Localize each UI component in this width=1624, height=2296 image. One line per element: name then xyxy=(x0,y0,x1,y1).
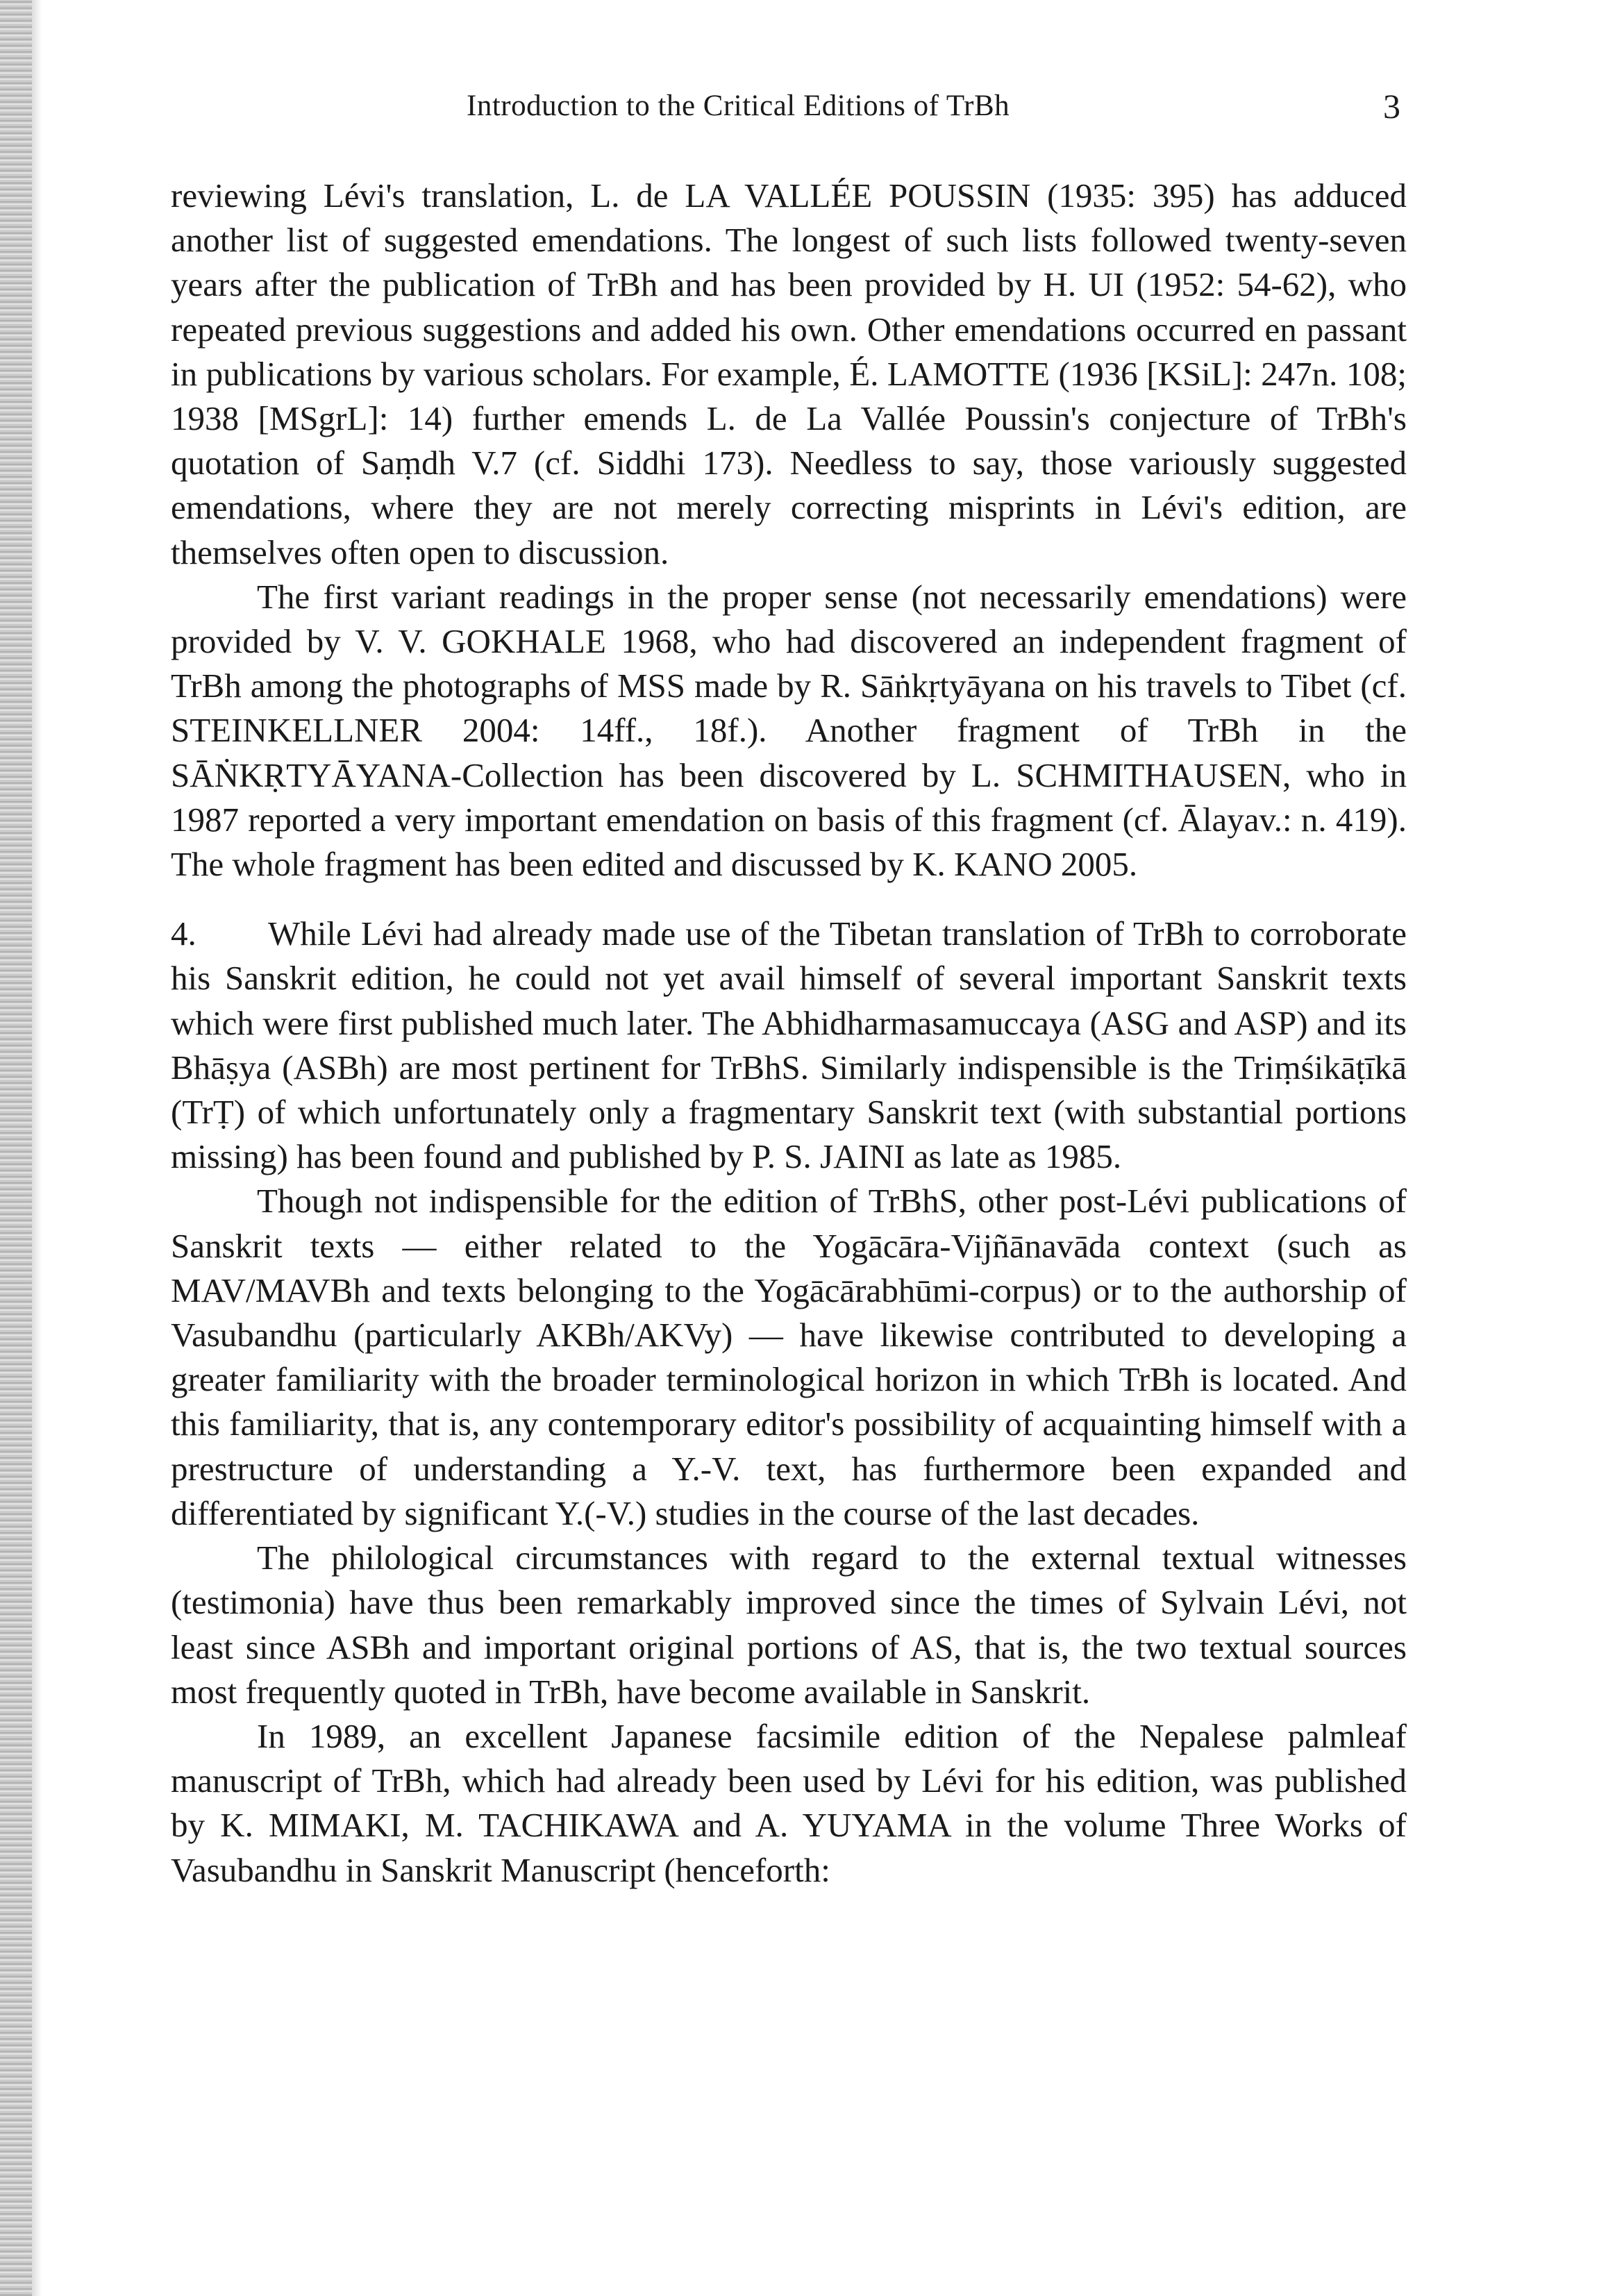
running-head-title: Introduction to the Critical Editions of TrBh xyxy=(467,90,1010,122)
paragraph-section-4 xyxy=(171,912,1407,1179)
section-number: 4. xyxy=(171,914,196,953)
paragraph-text: Though not indispensible for the edition of TrBhS, other post-Lévi publications of Sanskrit texts — either related to the Yogācāra-Vijñānavāda context (such as MAV/MAVBh and texts belonging to the Yogācārabhūmi-corpus) or to the authorship of Vasubandhu (particularly AKBh/AKVy) — have likewise contributed to developing a greater familiarity with the broader terminological horizon in which TrBh is located. And this familiarity, that is, any contemporary editor's possibility of acquainting himself with a prestructure of understanding a Y.-V. text, has furthermore been expanded and differentiated by significant Y.(-V.) studies in the course of the last decades. xyxy=(171,1182,1407,1532)
paragraph-facsimile-edition xyxy=(171,1714,1407,1893)
body-text xyxy=(171,174,1407,1893)
paragraph-text: While Lévi had already made use of the Tibetan translation of TrBh to corroborate his Sanskrit edition, he could not yet avail himself of several important Sanskrit texts which were first published much later. The Abhidharmasamuccaya (ASG and ASP) and its Bhāṣya (ASBh) are most pertinent for TrBhS. Similarly indispensible is the Triṃśikāṭīkā (TrṬ) of which unfortunately only a fragmentary Sanskrit text (with substantial portions missing) has been found and published by P. S. JAINI as late as 1985. xyxy=(171,914,1407,1176)
page-number: 3 xyxy=(1383,87,1400,126)
paragraph-text: reviewing Lévi's translation, L. de LA VALLÉE POUSSIN (1935: 395) has adduced another list of suggested emendations. The longest of such lists followed twenty-seven years after the publication of TrBh and has been provided by H. UI (1952: 54-62), who repeated previous suggestions and added his own. Other emendations occurred en passant in publications by various scholars. For example, É. LAMOTTE (1936 [KSiL]: 247n. 108; 1938 [MSgrL]: 14) further emends L. de La Vallée Poussin's conjecture of TrBh's quotation of Saṃdh V.7 (cf. Siddhi 173). Needless to say, those variously suggested emendations, where they are not merely correcting misprints in Lévi's edition, are themselves often open to discussion. xyxy=(171,176,1407,571)
running-head xyxy=(0,89,1624,137)
paragraph-text: In 1989, an excellent Japanese facsimile edition of the Nepalese palmleaf manuscript of TrBh, which had already been used by Lévi for his edition, was published by K. MIMAKI, M. TACHIKAWA and A. YUYAMA in the volume Three Works of Vasubandhu in Sanskrit Manuscript (henceforth: xyxy=(171,1716,1407,1889)
book-gutter xyxy=(32,0,42,2296)
paragraph-philological-circumstances xyxy=(171,1536,1407,1714)
paragraph-variant-readings xyxy=(171,575,1407,887)
paragraph-text: The philological circumstances with regard to the external textual witnesses (testimonia) have thus been remarkably improved since the times of Sylvain Lévi, not least since ASBh and important original portions of AS, that is, the two textual sources most frequently quoted in TrBh, have become available in Sanskrit. xyxy=(171,1539,1407,1711)
paragraph-text: The first variant readings in the proper sense (not necessarily emendations) were provided by V. V. GOKHALE 1968, who had discovered an independent fragment of TrBh among the photographs of MSS made by R. Sāṅkṛtyāyana on his travels to Tibet (cf. STEINKELLNER 2004: 14ff., 18f.). Another fragment of TrBh in the SĀṄKṚTYĀYANA-Collection has been discovered by L. SCHMITHAUSEN, who in 1987 reported a very important emendation on basis of this fragment (cf. Ālayav.: n. 419). The whole fragment has been edited and discussed by K. KANO 2005. xyxy=(171,577,1407,884)
book-spine-shadow xyxy=(0,0,32,2296)
paragraph-emendations xyxy=(171,174,1407,575)
paragraph-post-levi-publications xyxy=(171,1179,1407,1536)
